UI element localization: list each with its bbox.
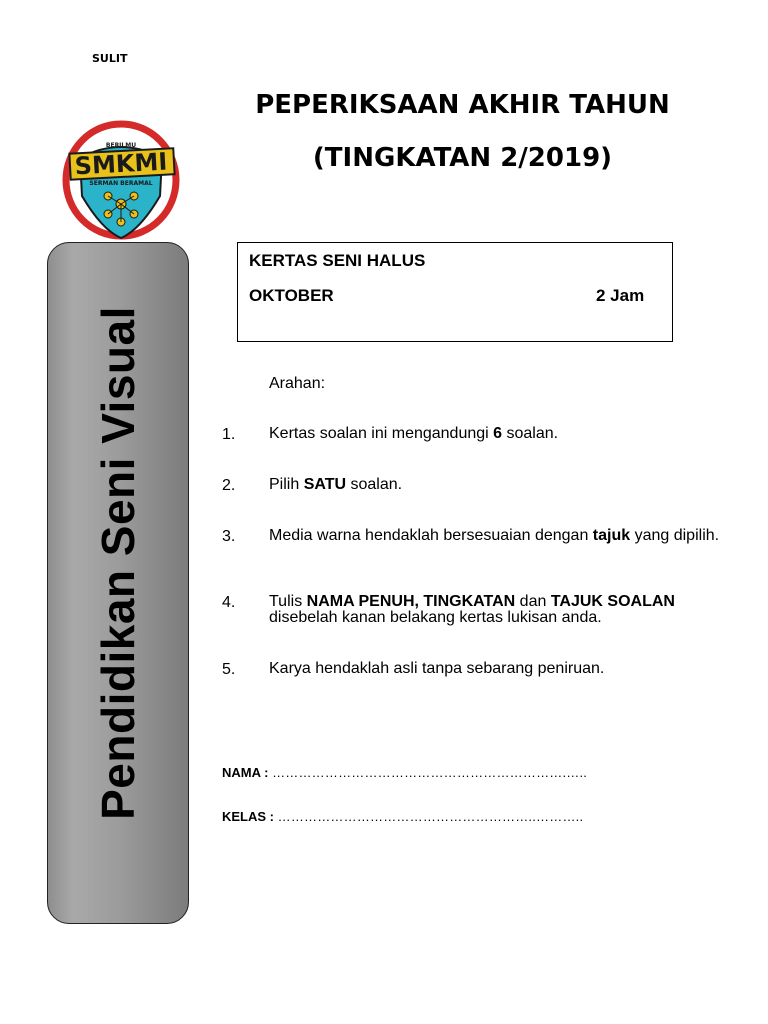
instruction-text: Pilih SATU soalan. [269,476,403,493]
paper-subject: KERTAS SENI HALUS [249,251,426,270]
logo-name: SMKMI [74,147,168,181]
instruction-text: Media warna hendaklah bersesuaian dengan tajuk yang dipilih. [269,527,720,544]
instruction-text: Kertas soalan ini mengandungi 6 soalan. [269,425,559,442]
name-input-line[interactable]: ………………………………………………………….….. [272,765,588,780]
instruction-number: 2. [222,477,236,494]
logo-top-text: BERILMU [105,142,137,149]
exam-subtitle: (TINGKATAN 2/2019) [312,143,613,173]
class-field [222,809,583,824]
instruction-text: Tulis NAMA PENUH, TINGKATAN dan TAJUK SOALAN disebelah kanan belakang kertas lukisan anda. [269,593,675,626]
instruction-number: 5. [222,661,236,678]
instruction-number: 3. [222,528,236,545]
paper-duration: 2 Jam [596,286,645,305]
instruction-text: Karya hendaklah asli tanpa sebarang peniruan. [269,660,605,677]
name-label: NAMA : [222,765,269,780]
classification-label: SULIT [92,52,128,65]
name-field [222,765,587,780]
school-logo [60,118,182,244]
class-input-line[interactable]: …………………………………………………..……….. [277,809,584,824]
paper-month: OKTOBER [249,286,334,305]
instructions-heading: Arahan: [269,375,326,392]
paper-info-box [237,242,673,342]
instruction-number: 4. [222,594,236,611]
instruction-number: 1. [222,426,236,443]
class-label: KELAS : [222,809,274,824]
exam-title: PEPERIKSAAN AKHIR TAHUN [255,90,670,120]
logo-motto: SERMAN BERAMAL [89,180,153,187]
subject-sidebar-label: Pendidikan Seni Visual [92,306,144,820]
